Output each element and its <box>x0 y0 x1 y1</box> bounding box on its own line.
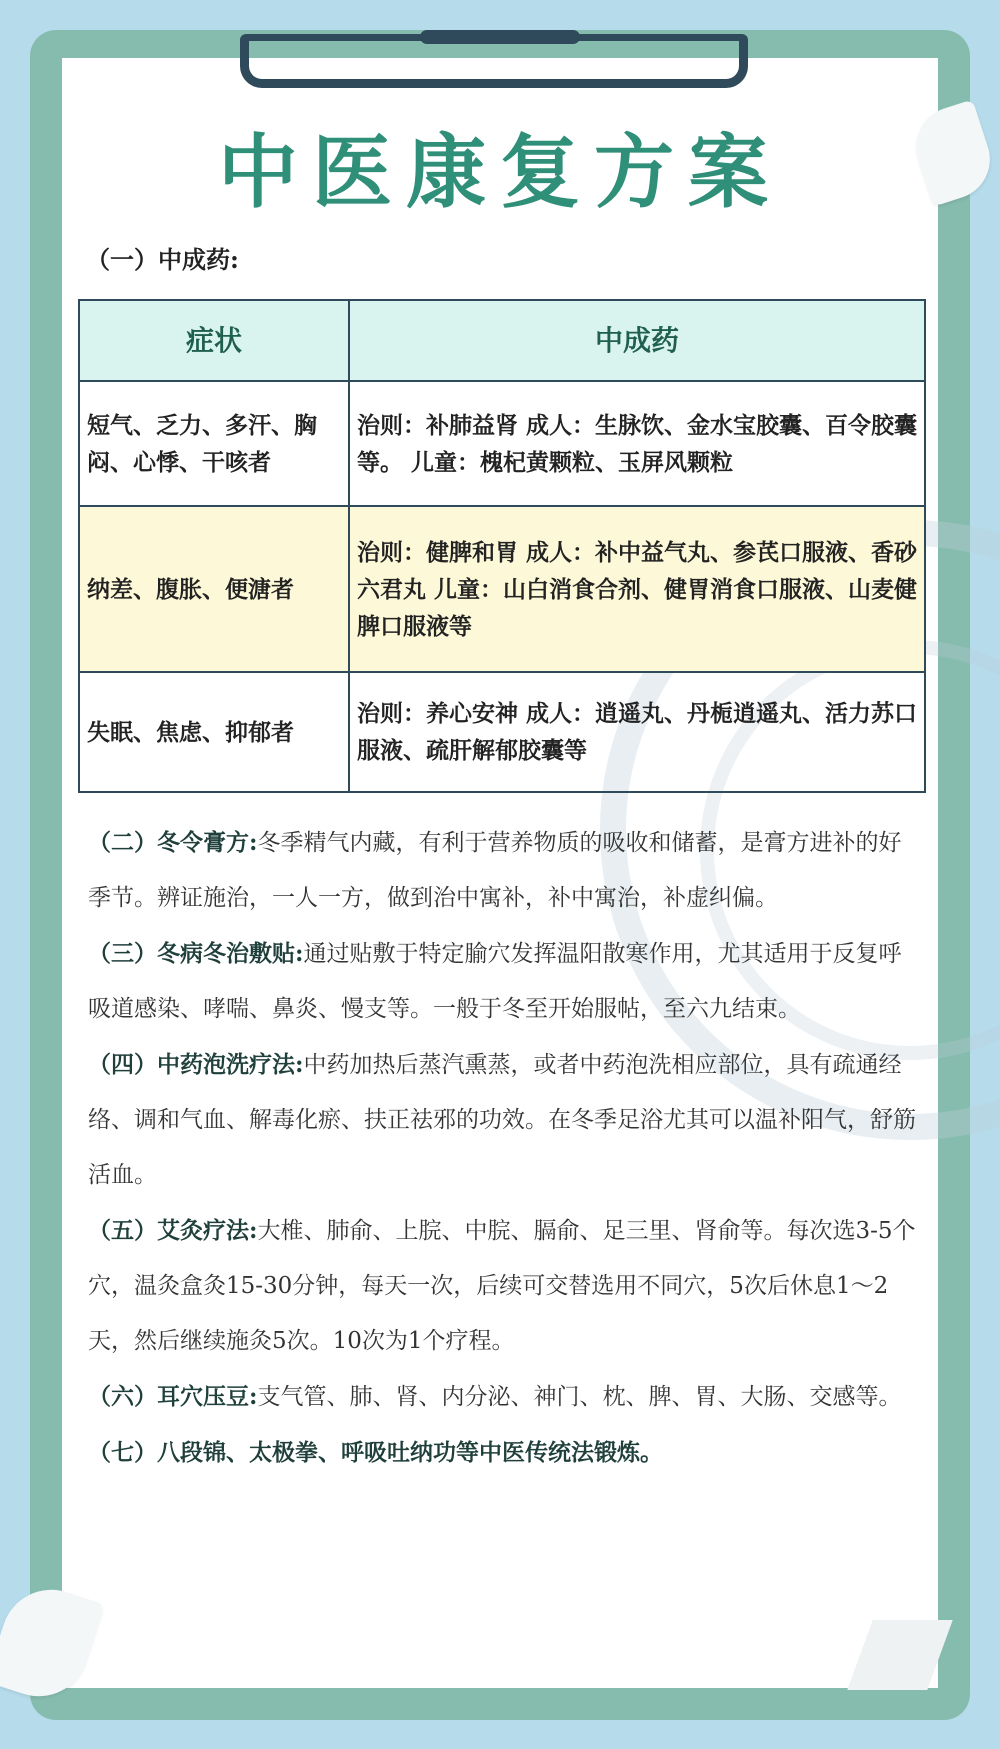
therapy-heading: （五）艾灸疗法: <box>88 1217 258 1244</box>
header-symptom: 症状 <box>79 300 349 381</box>
medicine-cell: 治则：补肺益肾 成人：生脉饮、金水宝胶囊、百令胶囊等。 儿童：槐杞黄颗粒、玉屏风颗粒 <box>349 381 925 506</box>
therapy-heading: （六）耳穴压豆: <box>88 1383 258 1410</box>
symptom-cell: 失眠、焦虑、抑郁者 <box>79 672 349 792</box>
page-title: 中医康复方案 <box>218 125 782 219</box>
therapy-heading: （二）冬令膏方: <box>88 829 258 856</box>
therapy-paragraph <box>88 1203 918 1369</box>
therapy-paragraph <box>88 1369 918 1425</box>
therapy-text: 支气管、肺、肾、内分泌、神门、枕、脾、胃、大肠、交感等。 <box>257 1384 902 1410</box>
therapy-text: 冬季精气内藏，有利于营养物质的吸收和储蓄，是膏方进补的好季节。辨证施治，一人一方，做到治中寓补，补中寓治，补虚纠偏。 <box>88 830 902 911</box>
table-header-row <box>79 300 925 381</box>
therapy-text: 中药加热后蒸汽熏蒸，或者中药泡洗相应部位，具有疏通经络、调和气血、解毒化瘀、扶正祛邪的功效。在冬季足浴尤其可以温补阳气，舒筋活血。 <box>88 1052 916 1188</box>
therapy-paragraph <box>88 815 918 926</box>
medicine-cell: 治则：养心安神 成人：逍遥丸、丹栀逍遥丸、活力苏口服液、疏肝解郁胶囊等 <box>349 672 925 792</box>
therapy-paragraph <box>88 1037 918 1203</box>
table-row <box>79 672 925 792</box>
symptom-cell: 短气、乏力、多汗、胸闷、心悸、干咳者 <box>79 381 349 506</box>
section-heading-patent-medicine: （一）中成药: <box>86 245 239 274</box>
therapy-paragraph <box>88 1425 918 1481</box>
clipboard-clip-handle <box>420 30 580 44</box>
table-row <box>79 381 925 506</box>
therapy-heading: （七）八段锦、太极拳、呼吸吐纳功等中医传统法锻炼。 <box>88 1439 663 1466</box>
table-row <box>79 506 925 672</box>
medicine-table <box>78 299 926 793</box>
therapy-text: 通过贴敷于特定腧穴发挥温阳散寒作用，尤其适用于反复呼吸道感染、哮喘、鼻炎、慢支等。一般于冬至开始服帖，至六九结束。 <box>88 941 902 1022</box>
symptom-cell: 纳差、腹胀、便溏者 <box>79 506 349 672</box>
therapy-heading: （四）中药泡洗疗法: <box>88 1051 304 1078</box>
therapy-heading: （三）冬病冬治敷贴: <box>88 940 304 967</box>
medicine-cell: 治则：健脾和胃 成人：补中益气丸、参芪口服液、香砂六君丸 儿童：山白消食合剂、健胃消食口服液、山麦健脾口服液等 <box>349 506 925 672</box>
header-medicine: 中成药 <box>349 300 925 381</box>
therapy-paragraph <box>88 926 918 1037</box>
therapy-text: 大椎、肺俞、上脘、中脘、膈俞、足三里、肾俞等。每次选3-5个穴，温灸盒灸15-30分钟，每天一次，后续可交替选用不同穴，5次后休息1～2天，然后继续施灸5次。10次为1个疗程。 <box>88 1218 916 1354</box>
therapy-list <box>88 815 918 1481</box>
